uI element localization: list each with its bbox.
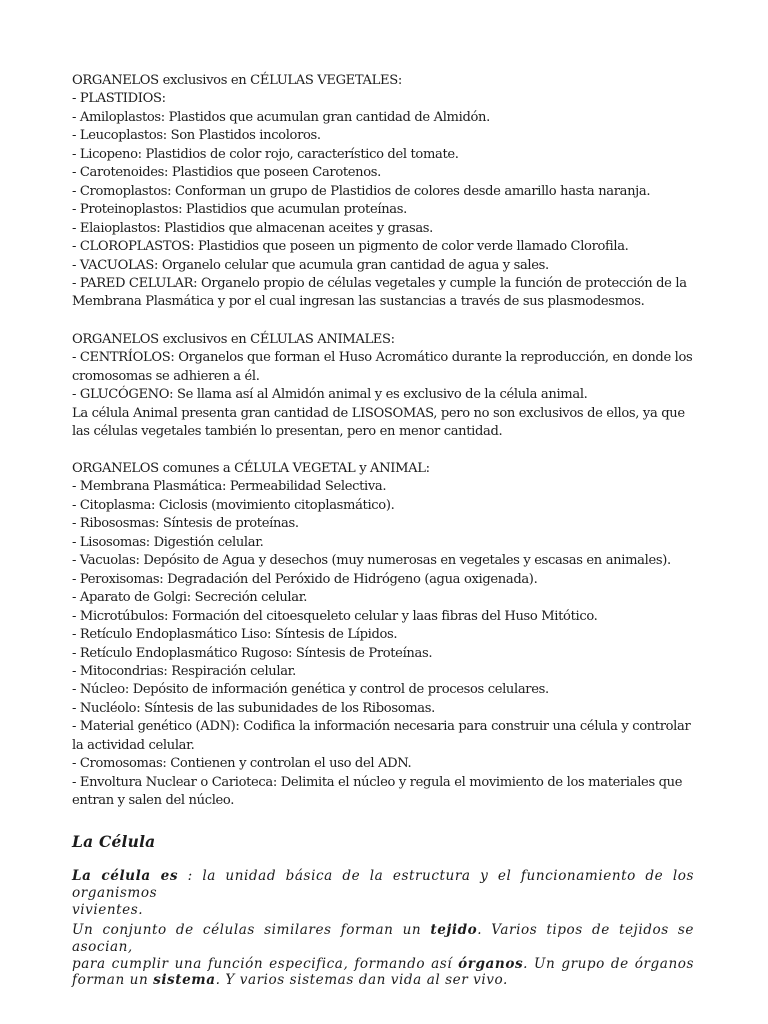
text-line: La célula Animal presenta gran cantidad de LISOSOMAS, pero no son exclusivos de ellos, ya que <box>72 405 685 421</box>
section-animales <box>72 331 692 442</box>
text-line: - Microtúbulos: Formación del citoesqueleto celular y laas fibras del Huso Mitótico. <box>72 608 598 624</box>
paragraph-text-f: . Y varios sistemas dan vida al ser vivo. <box>215 972 508 989</box>
text-line: - VACUOLAS: Organelo celular que acumula gran cantidad de agua y sales. <box>72 257 549 273</box>
text-line: - Aparato de Golgi: Secreción celular. <box>72 590 308 606</box>
text-line: cromosomas se adhieren a él. <box>72 368 260 384</box>
text-line: - Peroxisomas: Degradación del Peróxido de Hidrógeno (agua oxigenada). <box>72 571 538 587</box>
text-line: - Mitocondrias: Respiración celular. <box>72 663 296 679</box>
paragraph-text-c: para cumplir una función especifica, formando así <box>72 955 459 972</box>
text-line: - Retículo Endoplasmático Rugoso: Síntesis de Proteínas. <box>72 645 433 661</box>
text-line: - PARED CELULAR: Organelo propio de células vegetales y cumple la función de protección de la <box>72 275 687 291</box>
definition-separator: : <box>178 868 203 884</box>
celula-definition <box>72 868 694 918</box>
term-sistema: sistema <box>153 972 216 989</box>
text-line: ORGANELOS comunes a CÉLULA VEGETAL y ANIMAL: <box>72 461 430 476</box>
text-line: - Citoplasma: Ciclosis (movimiento citoplasmático). <box>72 497 395 513</box>
text-line: - CLOROPLASTOS: Plastidios que poseen un pigmento de color verde llamado Clorofila. <box>72 239 629 255</box>
section-vegetales <box>72 72 692 312</box>
term-organos: órganos <box>458 955 524 972</box>
text-line: - Cromosomas: Contienen y controlan el uso del ADN. <box>72 756 412 772</box>
text-line: - Amiloplastos: Plastidos que acumulan gran cantidad de Almidón. <box>72 109 490 125</box>
paragraph-text-d: . Un grupo de órganos <box>523 955 695 972</box>
text-line: - CENTRÍOLOS: Organelos que forman el Huso Acromático durante la reproducción, en donde los <box>72 350 693 366</box>
definition-term: La célula es <box>72 868 179 884</box>
text-line: - Retículo Endoplasmático Liso: Síntesis de Lípidos. <box>72 627 398 643</box>
text-line: Membrana Plasmática y por el cual ingresan las sustancias a través de sus plasmodesmos. <box>72 294 645 310</box>
text-line: - Membrana Plasmática: Permeabilidad Selectiva. <box>72 479 387 495</box>
text-line: - Licopeno: Plastidios de color rojo, característico del tomate. <box>72 146 459 162</box>
definition-text-1: la unidad básica de la estructura y el funcionamiento de los organismos <box>72 868 694 901</box>
text-line: ORGANELOS exclusivos en CÉLULAS VEGETALES: <box>72 73 402 88</box>
text-line: - Material genético (ADN): Codifica la información necesaria para construir una célula y controlar <box>72 719 691 735</box>
paragraph-text-a: Un conjunto de células similares forman un <box>72 922 431 938</box>
text-line: - Proteinoplastos: Plastidios que acumulan proteínas. <box>72 202 407 218</box>
text-line: entran y salen del núcleo. <box>72 793 235 809</box>
text-line: - Carotenoides: Plastidios que poseen Carotenos. <box>72 165 381 181</box>
definition-text-2: vivientes. <box>72 901 144 918</box>
text-line: - Nucléolo: Síntesis de las subunidades de los Ribosomas. <box>72 700 435 716</box>
text-line: la actividad celular. <box>72 737 195 753</box>
text-line: - Cromoplastos: Conforman un grupo de Plastidios de colores desde amarillo hasta naranja. <box>72 183 651 199</box>
text-line: - Envoltura Nuclear o Carioteca: Delimita el núcleo y regula el movimiento de los materiales que <box>72 774 683 790</box>
celula-title: La Célula <box>72 832 156 851</box>
term-tejido: tejido <box>430 922 478 938</box>
text-line: las células vegetales también lo presentan, pero en menor cantidad. <box>72 424 503 440</box>
text-line: - Lisosomas: Digestión celular. <box>72 534 264 550</box>
section-comunes <box>72 460 692 811</box>
text-line: - PLASTIDIOS: <box>72 91 166 107</box>
paragraph-text-b: . Varios tipos de tejidos se asocian, <box>72 922 694 955</box>
text-line: - Ribososmas: Síntesis de proteínas. <box>72 516 299 532</box>
text-line: - Núcleo: Depósito de información genética y control de procesos celulares. <box>72 682 549 698</box>
text-line: - GLUCÓGENO: Se llama así al Almidón animal y es exclusivo de la célula animal. <box>72 387 588 403</box>
text-line: ORGANELOS exclusivos en CÉLULAS ANIMALES: <box>72 332 395 347</box>
text-line: - Elaioplastos: Plastidios que almacenan aceites y grasas. <box>72 220 433 236</box>
text-line: - Vacuolas: Depósito de Agua y desechos (muy numerosas en vegetales y escasas en animales). <box>72 553 671 569</box>
text-line: - Leucoplastos: Son Plastidos incoloros. <box>72 128 321 144</box>
paragraph-text-e: forman un <box>72 972 154 989</box>
celula-paragraph <box>72 922 694 989</box>
